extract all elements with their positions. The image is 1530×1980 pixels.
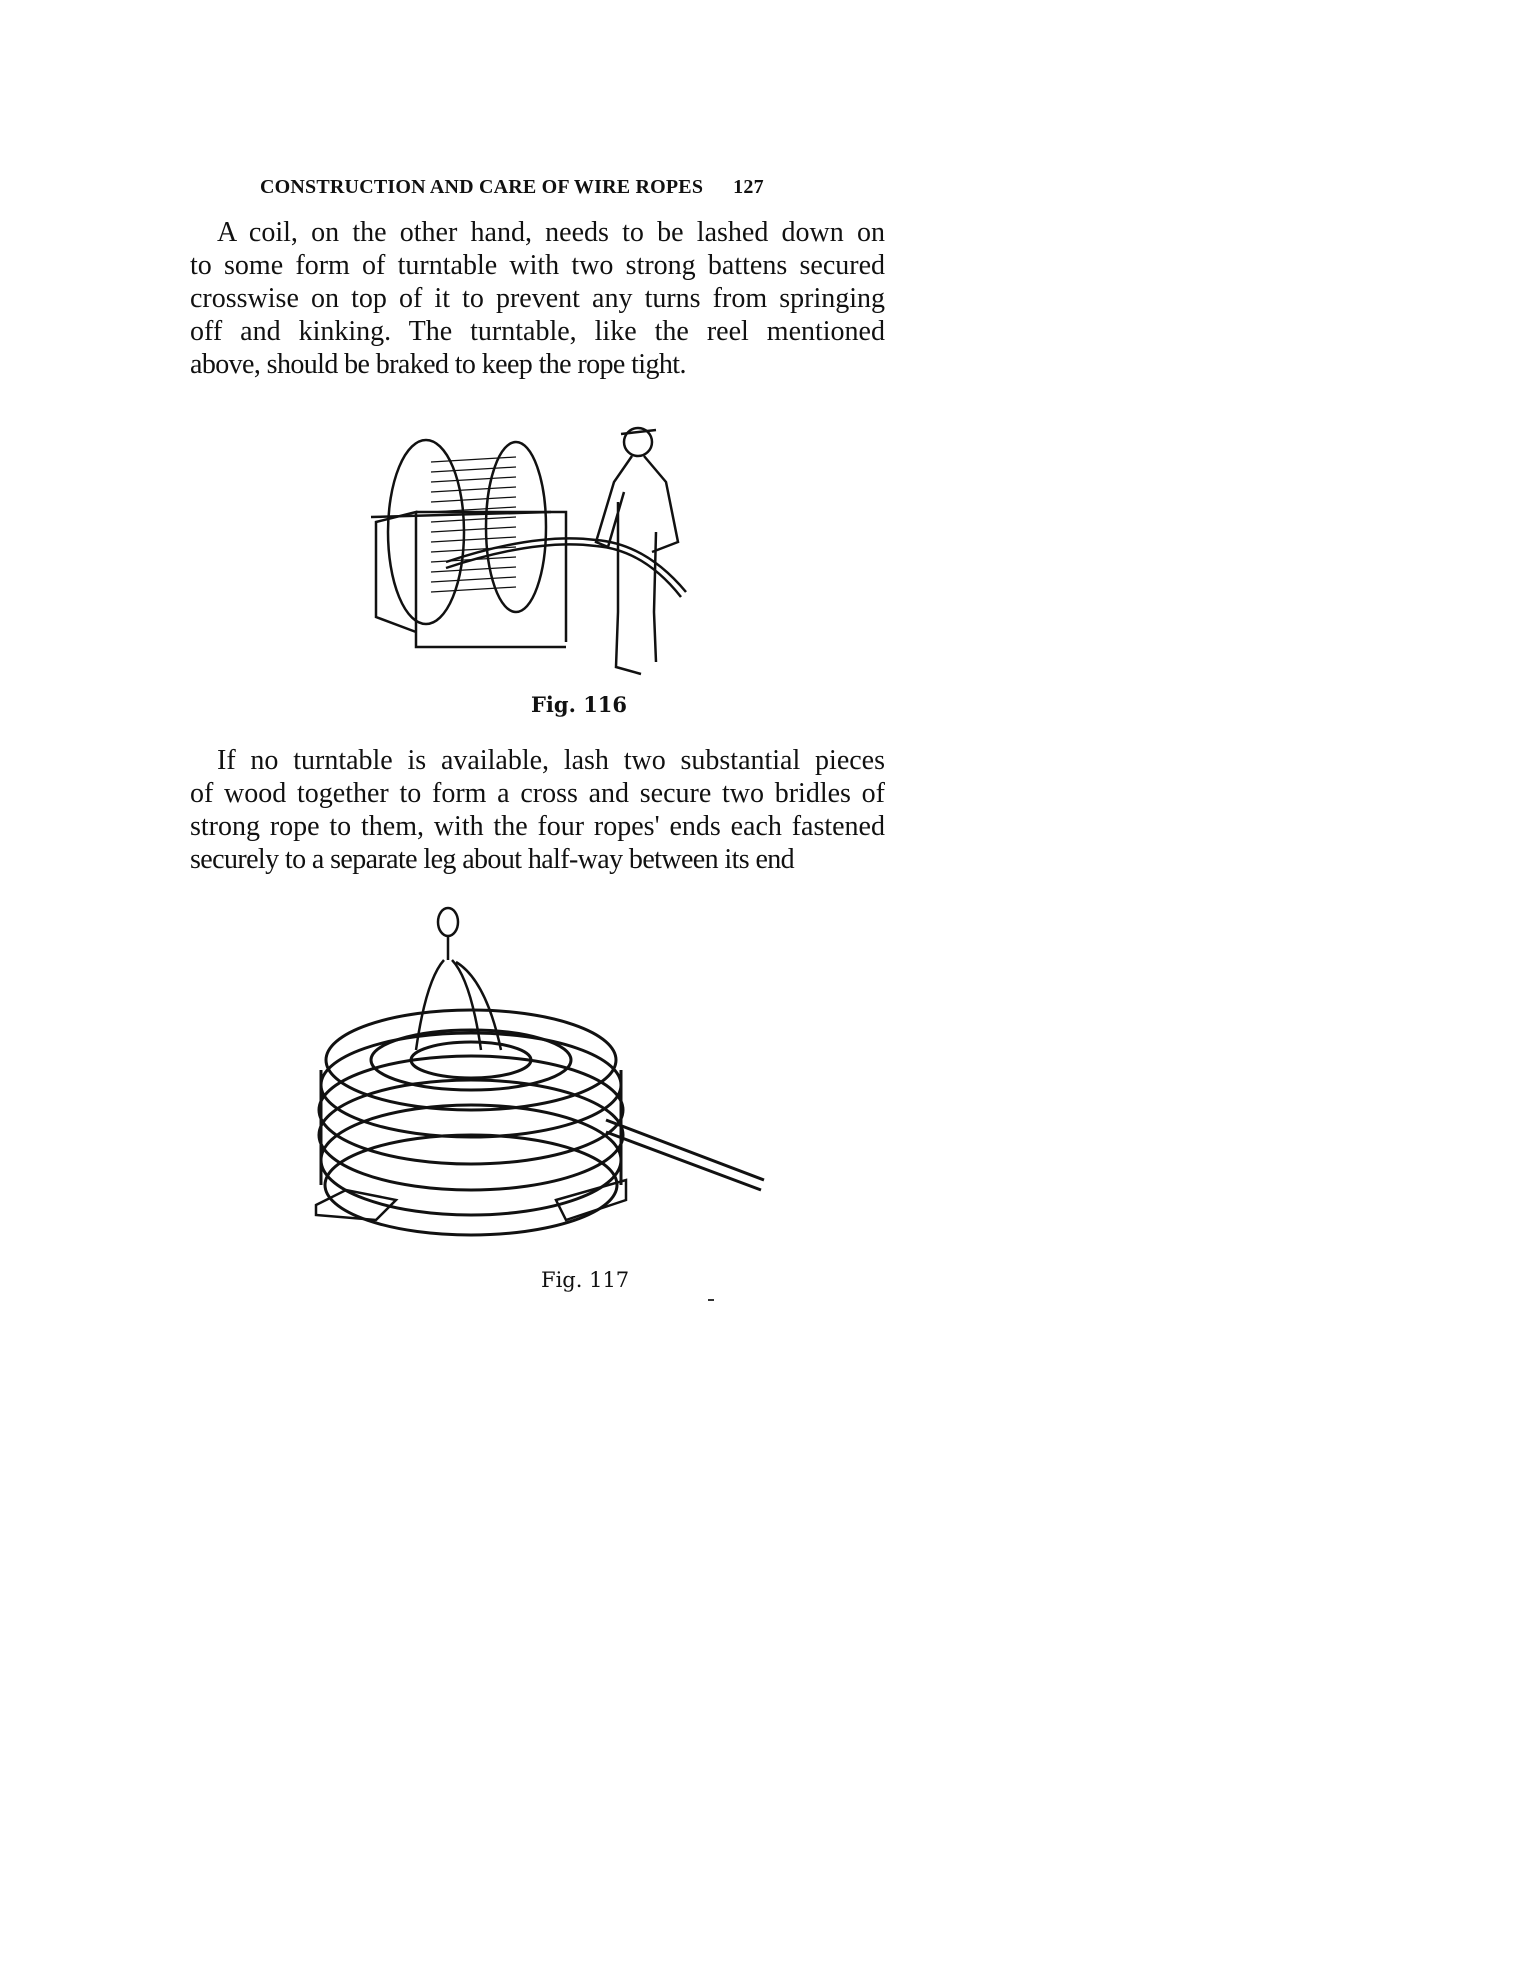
- paragraph-1: [190, 216, 885, 381]
- text-line: strong rope to them, with the four ropes' ends each fastened: [190, 811, 885, 842]
- text-line: of wood together to form a cross and secure two bridles of: [190, 778, 885, 809]
- text-line: securely to a separate leg about half-way between its end: [190, 844, 795, 875]
- figure-116-reel-illustration: [356, 412, 746, 684]
- text-line: If no turntable is available, lash two substantial pieces: [217, 745, 885, 776]
- text-line: A coil, on the other hand, needs to be lashed down on: [217, 217, 885, 248]
- header-title: CONSTRUCTION AND CARE OF WIRE ROPES: [260, 176, 704, 198]
- text-line: crosswise on top of it to prevent any turns from springing: [190, 283, 885, 314]
- figure-117-caption: Fig. 117: [541, 1268, 630, 1292]
- figure-116-caption: Fig. 116: [531, 692, 628, 717]
- running-header: [260, 176, 764, 199]
- paragraph-2: [190, 744, 885, 876]
- stray-mark: [708, 1299, 714, 1301]
- text-line: to some form of turntable with two strong battens secured: [190, 250, 885, 281]
- text-line: off and kinking. The turntable, like the reel mentioned: [190, 316, 885, 347]
- figure-117-rope-coil-illustration: [306, 900, 772, 1250]
- text-line: above, should be braked to keep the rope tight.: [190, 349, 686, 380]
- page-number: 127: [733, 176, 764, 198]
